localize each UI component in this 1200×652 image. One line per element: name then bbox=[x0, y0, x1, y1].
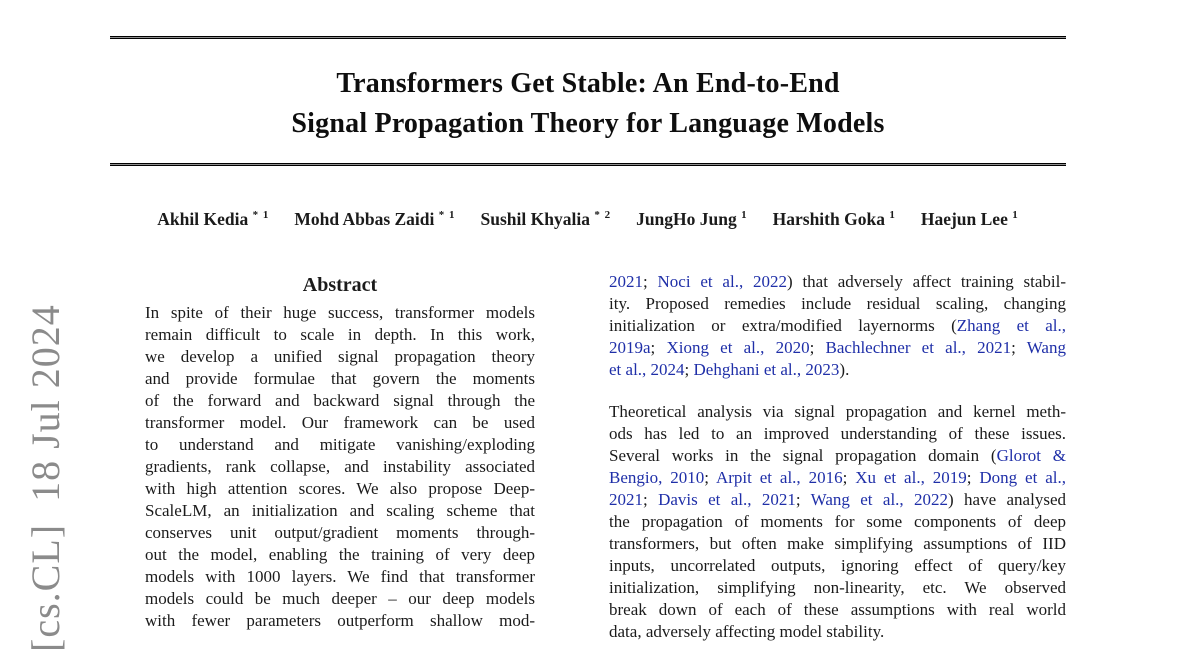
citation-link[interactable]: Bengio, 2010 bbox=[609, 468, 705, 487]
text-line bbox=[609, 271, 1066, 293]
text-segment: ) that adversely affect training stabil- bbox=[787, 272, 1066, 291]
text-line bbox=[145, 412, 535, 434]
author-affiliation-marker: 1 bbox=[889, 209, 896, 222]
author bbox=[294, 209, 455, 230]
text-line bbox=[145, 588, 535, 610]
text-line bbox=[145, 610, 535, 632]
text-segment: out the model, enabling the training of very deep bbox=[145, 545, 535, 564]
text-line bbox=[145, 434, 535, 456]
text-line bbox=[145, 456, 535, 478]
text-line bbox=[609, 467, 1066, 489]
text-segment: with fewer parameters outperform shallow mod- bbox=[145, 611, 535, 630]
text-segment: ; bbox=[684, 360, 694, 379]
text-line bbox=[609, 423, 1066, 445]
arxiv-stamp: [cs.CL] 18 Jul 2024 bbox=[23, 304, 68, 652]
text-segment: models with 1000 layers. We find that transformer bbox=[145, 567, 535, 586]
text-segment: we develop a unified signal propagation theory bbox=[145, 347, 535, 366]
text-line bbox=[609, 315, 1066, 337]
text-segment: ScaleLM, an initialization and scaling scheme that bbox=[145, 501, 535, 520]
citation-link[interactable]: Dong et al., bbox=[979, 468, 1066, 487]
text-segment: ; bbox=[704, 468, 716, 487]
text-line bbox=[609, 401, 1066, 423]
text-segment: gradients, rank collapse, and instability associated bbox=[145, 457, 535, 476]
author bbox=[773, 209, 896, 230]
text-line bbox=[609, 577, 1066, 599]
author-affiliation-marker: 1 bbox=[741, 209, 748, 222]
text-segment: break down of each of these assumptions with real world bbox=[609, 600, 1066, 619]
author-name: Mohd Abbas Zaidi bbox=[294, 209, 435, 229]
text-segment: inputs, uncorrelated outputs, ignoring effect of query/key bbox=[609, 556, 1066, 575]
text-segment: initialization, simplifying non-linearity, etc. We observed bbox=[609, 578, 1066, 597]
citation-link[interactable]: 2021 bbox=[609, 490, 643, 509]
text-line bbox=[609, 445, 1066, 467]
text-line bbox=[609, 489, 1066, 511]
author bbox=[636, 209, 748, 230]
text-line bbox=[145, 368, 535, 390]
text-segment: ; bbox=[809, 338, 826, 357]
text-segment: models could be much deeper – our deep models bbox=[145, 589, 535, 608]
text-line bbox=[145, 566, 535, 588]
text-segment: and provide formulae that govern the moments bbox=[145, 369, 535, 388]
text-line bbox=[609, 599, 1066, 621]
text-segment: remain difficult to scale in depth. In this work, bbox=[145, 325, 535, 344]
intro-paragraph-2 bbox=[609, 401, 1066, 643]
paper-title-line2: Signal Propagation Theory for Language Models bbox=[291, 108, 885, 139]
citation-link[interactable]: 2021 bbox=[609, 272, 643, 291]
citation-link[interactable]: et al., 2024 bbox=[609, 360, 685, 379]
text-segment: ; bbox=[650, 338, 667, 357]
text-segment: conserves unit output/gradient moments through- bbox=[145, 523, 535, 542]
text-segment: ; bbox=[1011, 338, 1027, 357]
text-segment: ) have analysed bbox=[948, 490, 1066, 509]
citation-link[interactable]: Davis et al., 2021 bbox=[658, 490, 796, 509]
text-line bbox=[609, 293, 1066, 315]
author bbox=[481, 209, 612, 230]
intro-column bbox=[609, 271, 1066, 643]
author-name: Sushil Khyalia bbox=[480, 209, 590, 229]
text-segment: ; bbox=[643, 490, 659, 509]
abstract-heading: Abstract bbox=[302, 274, 378, 296]
author-name: Harshith Goka bbox=[772, 209, 885, 229]
text-line bbox=[145, 302, 535, 324]
paper-title-line1: Transformers Get Stable: An End-to-End bbox=[336, 68, 840, 99]
text-segment: ods has led to an improved understanding of these issues. bbox=[609, 424, 1066, 443]
text-line bbox=[609, 555, 1066, 577]
citation-link[interactable]: Noci et al., 2022 bbox=[657, 272, 787, 291]
text-segment: In spite of their huge success, transformer models bbox=[145, 303, 535, 322]
text-segment: Theoretical analysis via signal propagation and kernel meth- bbox=[609, 402, 1066, 421]
text-segment: Several works in the signal propagation domain ( bbox=[609, 446, 997, 465]
author-affiliation-marker: 1 bbox=[1012, 209, 1019, 222]
citation-link[interactable]: Arpit et al., 2016 bbox=[715, 468, 843, 487]
text-segment: transformer model. Our framework can be used bbox=[145, 413, 535, 432]
text-segment: to understand and mitigate vanishing/exploding bbox=[145, 435, 535, 454]
text-line bbox=[145, 544, 535, 566]
text-segment: ; bbox=[643, 272, 658, 291]
text-line bbox=[145, 478, 535, 500]
citation-link[interactable]: Glorot & bbox=[996, 446, 1067, 465]
text-segment: with high attention scores. We also propose Deep- bbox=[145, 479, 535, 498]
citation-link[interactable]: Xu et al., 2019 bbox=[855, 468, 967, 487]
text-segment: ; bbox=[842, 468, 856, 487]
citation-link[interactable]: Wang bbox=[1026, 338, 1066, 357]
citation-link[interactable]: Wang et al., 2022 bbox=[810, 490, 949, 509]
title-rule-top bbox=[110, 36, 1066, 39]
abstract-body bbox=[145, 302, 535, 632]
text-line bbox=[609, 533, 1066, 555]
text-segment: data, adversely affecting model stability. bbox=[609, 622, 885, 641]
text-line bbox=[145, 390, 535, 412]
citation-link[interactable]: Xiong et al., 2020 bbox=[666, 338, 810, 357]
text-segment: the propagation of moments for some components of deep bbox=[609, 512, 1066, 531]
text-line bbox=[609, 511, 1066, 533]
paper-title bbox=[110, 64, 1066, 144]
text-line bbox=[609, 359, 1066, 381]
text-segment: ). bbox=[839, 360, 850, 379]
citation-link[interactable]: 2019a bbox=[609, 338, 651, 357]
text-segment: transformers, but often make simplifying assumptions of IID bbox=[609, 534, 1066, 553]
citation-link[interactable]: Dehghani et al., 2023 bbox=[693, 360, 840, 379]
author bbox=[921, 209, 1019, 230]
title-rule-bottom bbox=[110, 163, 1066, 166]
author bbox=[157, 209, 269, 230]
text-segment: of the forward and backward signal through the bbox=[145, 391, 535, 410]
text-line bbox=[609, 621, 1066, 643]
text-segment: initialization or extra/modified layernorms ( bbox=[609, 316, 957, 335]
author-affiliation-marker: * 1 bbox=[252, 209, 270, 222]
author-name: Haejun Lee bbox=[920, 209, 1008, 229]
author-affiliation-marker: * 2 bbox=[594, 209, 612, 222]
citation-link[interactable]: Zhang et al., bbox=[956, 316, 1067, 335]
text-segment: ity. Proposed remedies include residual scaling, changing bbox=[609, 294, 1066, 313]
text-line bbox=[145, 346, 535, 368]
text-line bbox=[145, 500, 535, 522]
author-name: JungHo Jung bbox=[636, 209, 737, 229]
text-segment: ; bbox=[966, 468, 980, 487]
text-segment: ; bbox=[795, 490, 811, 509]
author-name: Akhil Kedia bbox=[157, 209, 249, 229]
citation-link[interactable]: Bachlechner et al., 2021 bbox=[825, 338, 1012, 357]
author-list bbox=[110, 209, 1066, 230]
intro-paragraph-1 bbox=[609, 271, 1066, 381]
text-line bbox=[609, 337, 1066, 359]
text-line bbox=[145, 324, 535, 346]
author-affiliation-marker: * 1 bbox=[438, 209, 456, 222]
text-line bbox=[145, 522, 535, 544]
